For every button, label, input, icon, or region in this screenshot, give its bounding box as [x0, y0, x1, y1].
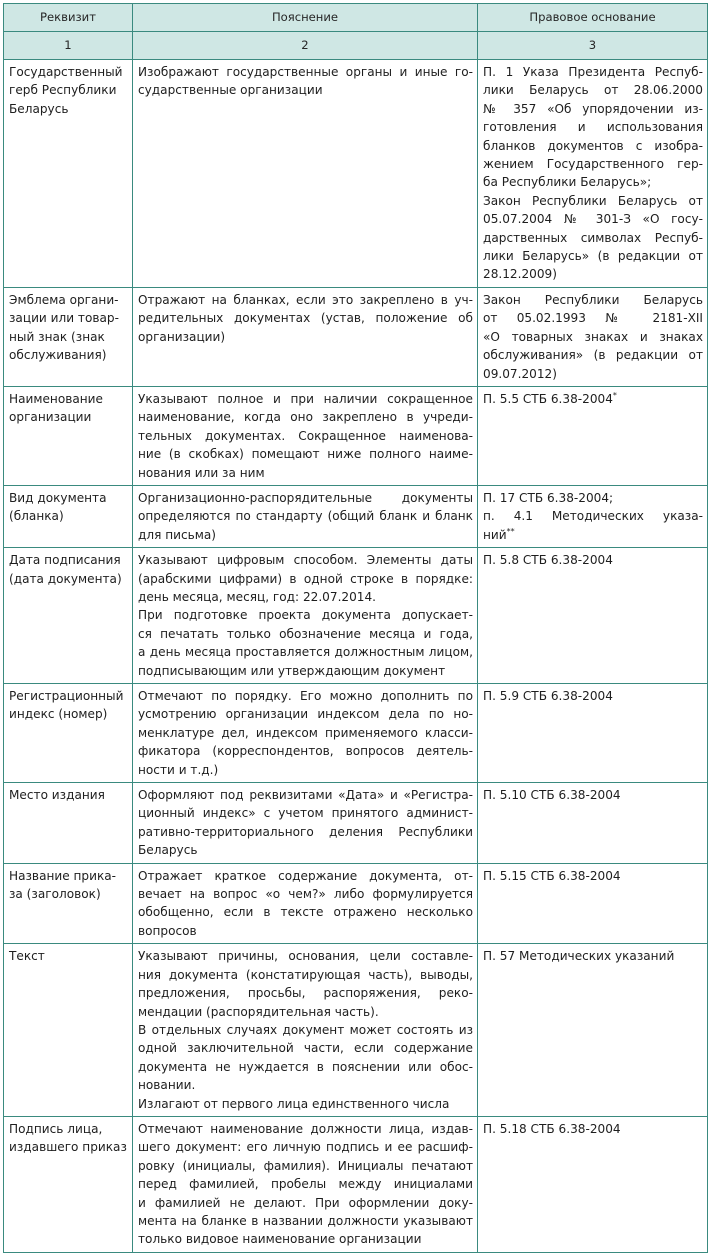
explanation-line: Отмечают наименование должности лица, издав-	[138, 1121, 473, 1136]
cell-explanation	[133, 944, 478, 1117]
explanation-line: В отдельных случаях документ может состоять из	[138, 1022, 473, 1037]
explanation-line: вечает на вопрос «о чем?» либо формулируется	[138, 887, 473, 902]
basis-line: от 05.02.1993 № 2181-XII	[483, 311, 703, 326]
requisite-line: Дата подписания	[9, 553, 121, 568]
document-page	[3, 3, 707, 1253]
table-row	[4, 287, 708, 386]
explanation-line: шего документ: его личную подпись и ее расшиф-	[138, 1140, 473, 1155]
explanation-line: и фамилией не делают. При оформлении доку-	[138, 1195, 473, 1210]
explanation-line: Беларусь	[138, 843, 198, 858]
explanation-line: вопросов	[138, 923, 197, 938]
explanation-line: наименование, когда оно закреплено в учреди-	[138, 410, 473, 425]
header-requisite: Реквизит	[4, 4, 133, 32]
footnote-mark: *	[612, 390, 617, 400]
cell-explanation	[133, 863, 478, 944]
table-row	[4, 60, 708, 288]
requisite-line: организации	[9, 410, 92, 425]
requisite-line: Место издания	[9, 788, 105, 803]
table-row	[4, 548, 708, 684]
column-number-1: 1	[4, 32, 133, 60]
cell-explanation	[133, 684, 478, 783]
explanation-line: ности и т.д.)	[138, 762, 219, 777]
basis-line: «О товарных знаках и знаках	[483, 329, 703, 344]
requisite-line: Регистрационный	[9, 689, 124, 703]
cell-explanation	[133, 485, 478, 547]
explanation-line: только видовое наименование организации	[138, 1232, 422, 1247]
explanation-line: фикатора (корреспондентов, вопросов деятель-	[138, 744, 473, 759]
explanation-line: Указывают причины, основания, цели составле-	[138, 949, 473, 964]
cell-legal-basis	[478, 287, 708, 386]
explanation-line: тельных документах. Сокращенное наименова-	[138, 428, 473, 443]
explanation-line: мента на бланке в названии должности указывают	[138, 1213, 473, 1228]
explanation-line: перед фамилией, пробелы между инициалами	[138, 1177, 473, 1192]
explanation-line: Указывают полное и при наличии сокращенное	[138, 391, 473, 406]
basis-line: ний**	[483, 526, 515, 542]
explanation-line: усмотрению организации индексом дела по но-	[138, 707, 473, 722]
cell-explanation	[133, 386, 478, 485]
cell-requisite	[4, 783, 133, 864]
explanation-line: Организационно-распорядительные документы	[138, 490, 473, 505]
requisite-line: Подпись лица,	[9, 1121, 103, 1136]
requisite-line: издавшего приказ	[9, 1140, 127, 1155]
cell-explanation	[133, 548, 478, 684]
basis-line: № 357 «Об упорядочении из-	[483, 101, 703, 116]
header-legal-basis: Правовое основание	[478, 4, 708, 32]
explanation-line: документа не нуждается в пояснении или обос-	[138, 1059, 473, 1074]
explanation-line: ния документа (констатирующая часть), выводы,	[138, 967, 473, 982]
table-row	[4, 485, 708, 547]
cell-requisite	[4, 1116, 133, 1252]
cell-legal-basis	[478, 783, 708, 864]
cell-requisite	[4, 60, 133, 288]
cell-requisite	[4, 863, 133, 944]
basis-line: П. 5.9 СТБ 6.38-2004	[483, 689, 613, 703]
explanation-line: Отражает краткое содержание документа, от-	[138, 868, 473, 883]
basis-line: П. 5.10 СТБ 6.38-2004	[483, 788, 621, 803]
table-body	[4, 60, 708, 1253]
cell-legal-basis	[478, 60, 708, 288]
explanation-line: предложения, просьбы, распоряжения, реко-	[138, 986, 473, 1001]
cell-explanation	[133, 783, 478, 864]
requisite-line: за (заголовок)	[9, 887, 101, 902]
cell-legal-basis	[478, 485, 708, 547]
cell-explanation	[133, 1116, 478, 1252]
explanation-line: определяются по стандарту (общий бланк и бланк	[138, 509, 473, 524]
explanation-line: ся печатать только обозначение месяца и года,	[138, 626, 473, 641]
explanation-line: подписывающим или утверждающим документ	[138, 663, 446, 678]
table-row	[4, 783, 708, 864]
footnote-mark: **	[506, 526, 515, 536]
requisite-line: (дата документа)	[9, 571, 122, 586]
requisite-line: обслуживания)	[9, 348, 107, 363]
explanation-line: день месяца, месяц, год: 22.07.2014.	[138, 589, 377, 604]
requisite-line: Название прика-	[9, 868, 117, 883]
basis-line: Закон Республики Беларусь	[483, 292, 703, 307]
requisite-line: Наименование	[9, 391, 103, 406]
basis-line: П. 5.15 СТБ 6.38-2004	[483, 868, 621, 883]
basis-line: 09.07.2012)	[483, 366, 557, 381]
table-row	[4, 863, 708, 944]
basis-line: П. 1 Указа Президента Респуб-	[483, 65, 703, 79]
cell-legal-basis	[478, 548, 708, 684]
basis-line: дарственных символах Респуб-	[483, 230, 703, 245]
explanation-line: ративно-территориального деления Республики	[138, 824, 473, 839]
explanation-line: сударственные организации	[138, 83, 323, 98]
basis-line: П. 5.5 СТБ 6.38-2004*	[483, 390, 617, 406]
cell-legal-basis	[478, 944, 708, 1117]
requisite-line: зации или товар-	[9, 311, 119, 326]
basis-line: П. 5.8 СТБ 6.38-2004	[483, 553, 613, 568]
cell-requisite	[4, 944, 133, 1117]
explanation-line: ровку (инициалы, фамилия). Инициалы печатают	[138, 1158, 473, 1173]
requisite-line: Вид документа	[9, 490, 107, 505]
basis-line: П. 5.18 СТБ 6.38-2004	[483, 1121, 621, 1136]
requisite-line: (бланка)	[9, 509, 64, 524]
explanation-line: ние (в скобках) помещают ниже полного наиме-	[138, 447, 473, 462]
explanation-line: Отмечают по порядку. Его можно дополнить по	[138, 689, 473, 703]
basis-line: п. 4.1 Методических указа-	[483, 509, 703, 524]
header-explanation: Пояснение	[133, 4, 478, 32]
explanation-line: (арабскими цифрами) в одной строке в порядке:	[138, 571, 473, 586]
requisites-table	[3, 3, 708, 1253]
explanation-line: организации)	[138, 329, 226, 344]
requisite-line: Текст	[9, 949, 45, 964]
basis-line: ба Республики Беларусь»;	[483, 175, 652, 190]
explanation-line: менклатуре дел, индексом применяемого класси-	[138, 725, 473, 740]
basis-line: лики Беларусь от 28.06.2000	[483, 83, 703, 98]
requisite-line: Эмблема органи-	[9, 292, 119, 307]
explanation-line: Указывают цифровым способом. Элементы даты	[138, 553, 473, 568]
cell-legal-basis	[478, 863, 708, 944]
explanation-line: Оформляют под реквизитами «Дата» и «Регистра-	[138, 788, 473, 803]
basis-line: Закон Республики Беларусь от	[483, 193, 703, 208]
requisite-line: Государственный	[9, 65, 123, 79]
explanation-line: новании.	[138, 1078, 196, 1093]
table-row	[4, 944, 708, 1117]
column-number-row	[4, 32, 708, 60]
requisite-line: герб Республики	[9, 83, 117, 98]
cell-explanation	[133, 287, 478, 386]
table-row	[4, 684, 708, 783]
requisite-line: индекс (номер)	[9, 707, 108, 722]
explanation-line: обобщенно, если в тексте отражено несколько	[138, 905, 473, 920]
explanation-line: одной заключительной части, если содержание	[138, 1041, 473, 1056]
requisite-line: ный знак (знак	[9, 329, 105, 344]
column-number-3: 3	[478, 32, 708, 60]
basis-line: бланков документов с изобра-	[483, 138, 703, 153]
explanation-line: мендации (распорядительная часть).	[138, 1004, 379, 1019]
explanation-line: редительных документах (устав, положение об	[138, 311, 473, 326]
column-number-2: 2	[133, 32, 478, 60]
basis-line: обслуживания» (в редакции от	[483, 348, 703, 363]
explanation-line: ционный индекс» с учетом принятого админист-	[138, 806, 473, 821]
cell-requisite	[4, 548, 133, 684]
cell-requisite	[4, 684, 133, 783]
basis-line: жением Государственного гер-	[483, 157, 703, 172]
requisite-line: Беларусь	[9, 101, 69, 116]
basis-line: лики Беларусь» (в редакции от	[483, 249, 703, 264]
basis-line: готовления и использования	[483, 120, 703, 135]
table-row	[4, 1116, 708, 1252]
cell-legal-basis	[478, 1116, 708, 1252]
basis-line: 28.12.2009)	[483, 267, 557, 282]
table-row	[4, 386, 708, 485]
table-header	[4, 4, 708, 60]
header-row	[4, 4, 708, 32]
basis-line: П. 17 СТБ 6.38-2004;	[483, 490, 614, 505]
cell-explanation	[133, 60, 478, 288]
explanation-line: нования или за ним	[138, 465, 265, 480]
cell-requisite	[4, 386, 133, 485]
explanation-line: При подготовке проекта документа допускает-	[138, 608, 473, 623]
explanation-line: Изображают государственные органы и иные го-	[138, 65, 473, 79]
basis-line: 05.07.2004 № 301-З «О госу-	[483, 212, 703, 227]
cell-legal-basis	[478, 684, 708, 783]
explanation-line: Излагают от первого лица единственного числа	[138, 1096, 450, 1111]
cell-requisite	[4, 287, 133, 386]
explanation-line: Отражают на бланках, если это закреплено в уч-	[138, 292, 473, 307]
cell-requisite	[4, 485, 133, 547]
explanation-line: а день месяца проставляется должностным лицом,	[138, 645, 473, 660]
explanation-line: для письма)	[138, 527, 217, 542]
cell-legal-basis	[478, 386, 708, 485]
basis-line: П. 57 Методических указаний	[483, 949, 675, 964]
